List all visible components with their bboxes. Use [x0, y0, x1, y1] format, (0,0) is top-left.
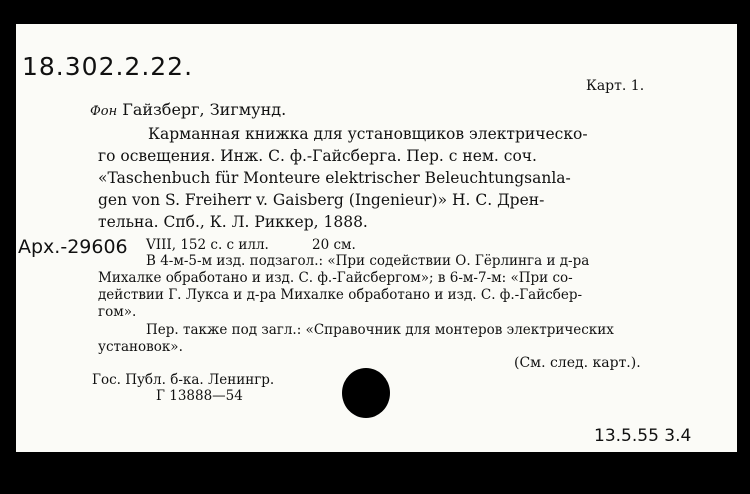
title-line: gen von S. Freiherr v. Gaisberg (Ingenieur)» Н. С. Дрен- — [98, 191, 545, 209]
author-name: Гайзберг, Зигмунд. — [122, 100, 287, 119]
author-line — [90, 100, 286, 119]
continuation-note: (См. след. карт.). — [514, 355, 641, 371]
call-number: 18.302.2.22. — [22, 52, 194, 81]
card-number: Карт. 1. — [586, 78, 645, 94]
edition-note-line: действии Г. Лукса и д-ра Михалке обработано и изд. С. ф.-Гайсбер- — [98, 287, 583, 303]
edition-note-line: В 4-м-5-м изд. подзагол.: «При содействии О. Гёрлинга и д-ра — [146, 253, 590, 269]
library-name: Гос. Публ. б-ка. Ленингр. — [92, 372, 275, 388]
title-line: тельна. Спб., К. Л. Риккер, 1888. — [98, 213, 368, 231]
library-code: Г 13888—54 — [156, 388, 243, 404]
title-line: «Taschenbuch für Monteure elektrischer Beleuchtungsanla- — [98, 169, 571, 187]
title-line: Карманная книжка для установщиков электрическо- — [148, 125, 588, 143]
catalog-card — [16, 24, 737, 452]
title-line: го освещения. Инж. С. ф.-Гайсберга. Пер. с нем. соч. — [98, 147, 537, 165]
handwritten-stamp: 13.5.55 3.4 — [594, 426, 692, 446]
extent: VIII, 152 с. с илл. — [146, 237, 269, 253]
punch-hole — [342, 368, 390, 418]
translation-note-line: Пер. также под загл.: «Справочник для монтеров электрических — [146, 322, 614, 338]
author-prefix: Фон — [90, 104, 118, 119]
accession-mark: Арх.-29606 — [18, 236, 128, 258]
edition-note-line: Михалке обработано и изд. С. ф.-Гайсбергом»; в 6-м-7-м: «При со- — [98, 270, 573, 286]
translation-note-line: установок». — [98, 339, 183, 355]
edition-note-line: гом». — [98, 304, 137, 320]
size: 20 см. — [312, 237, 356, 253]
